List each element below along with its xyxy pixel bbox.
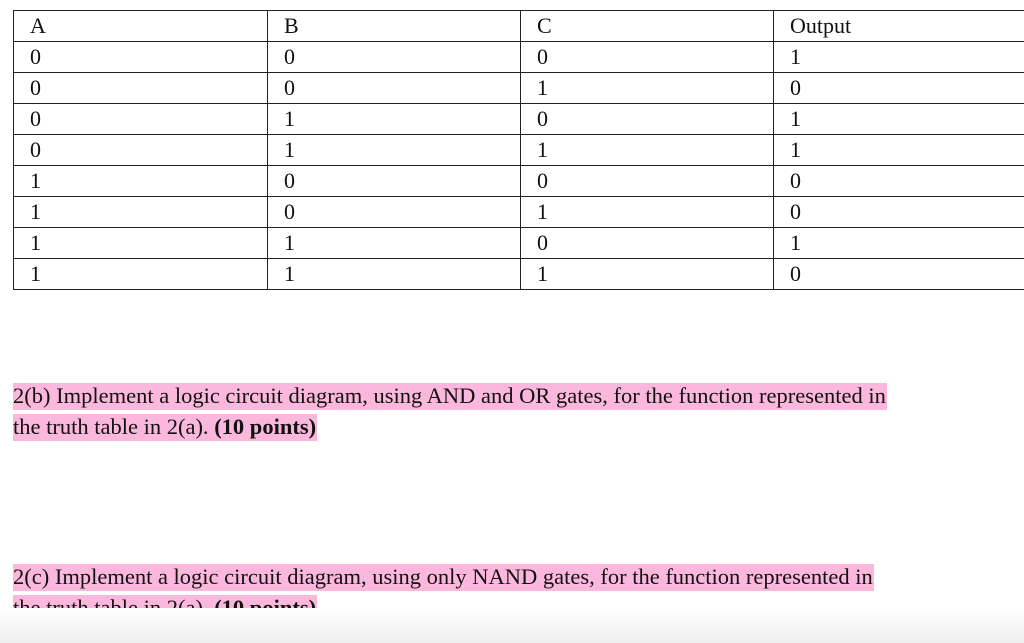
cell-b: 1 [268, 259, 521, 290]
cell-b: 1 [268, 104, 521, 135]
cell-b: 0 [268, 197, 521, 228]
cell-output: 1 [774, 228, 1024, 259]
table-row [14, 73, 1024, 104]
cell-c: 1 [521, 259, 774, 290]
cell-a: 0 [14, 135, 268, 166]
cell-b: 1 [268, 135, 521, 166]
table-row [14, 228, 1024, 259]
question-2b-points: (10 points) [214, 414, 317, 439]
cell-output: 0 [774, 166, 1024, 197]
table-row [14, 42, 1024, 73]
cell-b: 1 [268, 228, 521, 259]
header-row [14, 11, 1024, 42]
cell-a: 0 [14, 42, 268, 73]
cell-b: 0 [268, 42, 521, 73]
cell-c: 1 [521, 73, 774, 104]
cell-c: 0 [521, 42, 774, 73]
column-header-c: C [521, 11, 774, 42]
question-2b-line-2 [13, 414, 317, 441]
cell-a: 0 [14, 73, 268, 104]
cell-output: 1 [774, 135, 1024, 166]
cell-a: 0 [14, 104, 268, 135]
cell-output: 0 [774, 73, 1024, 104]
question-2b [13, 380, 1024, 442]
question-2b-text: the truth table in 2(a). [13, 414, 215, 439]
truth-table [13, 10, 1024, 290]
question-2c-line-1: 2(c) Implement a logic circuit diagram, using only NAND gates, for the function represented in [13, 564, 873, 589]
cell-a: 1 [14, 166, 268, 197]
cell-a: 1 [14, 197, 268, 228]
cell-a: 1 [14, 228, 268, 259]
table-row [14, 104, 1024, 135]
cell-a: 1 [14, 259, 268, 290]
cell-c: 0 [521, 104, 774, 135]
cell-output: 1 [774, 42, 1024, 73]
table-row [14, 197, 1024, 228]
cell-c: 0 [521, 166, 774, 197]
cell-c: 1 [521, 197, 774, 228]
table-row [14, 166, 1024, 197]
cell-b: 0 [268, 166, 521, 197]
cell-output: 0 [774, 259, 1024, 290]
question-2b-line-1: 2(b) Implement a logic circuit diagram, using AND and OR gates, for the function represented in [13, 383, 886, 408]
column-header-a: A [14, 11, 268, 42]
cell-output: 0 [774, 197, 1024, 228]
column-header-b: B [268, 11, 521, 42]
page-bottom-shadow [0, 608, 1024, 643]
table-row [14, 135, 1024, 166]
table-row [14, 259, 1024, 290]
cell-c: 1 [521, 135, 774, 166]
column-header-output: Output [774, 11, 1024, 42]
cell-b: 0 [268, 73, 521, 104]
cell-output: 1 [774, 104, 1024, 135]
cell-c: 0 [521, 228, 774, 259]
